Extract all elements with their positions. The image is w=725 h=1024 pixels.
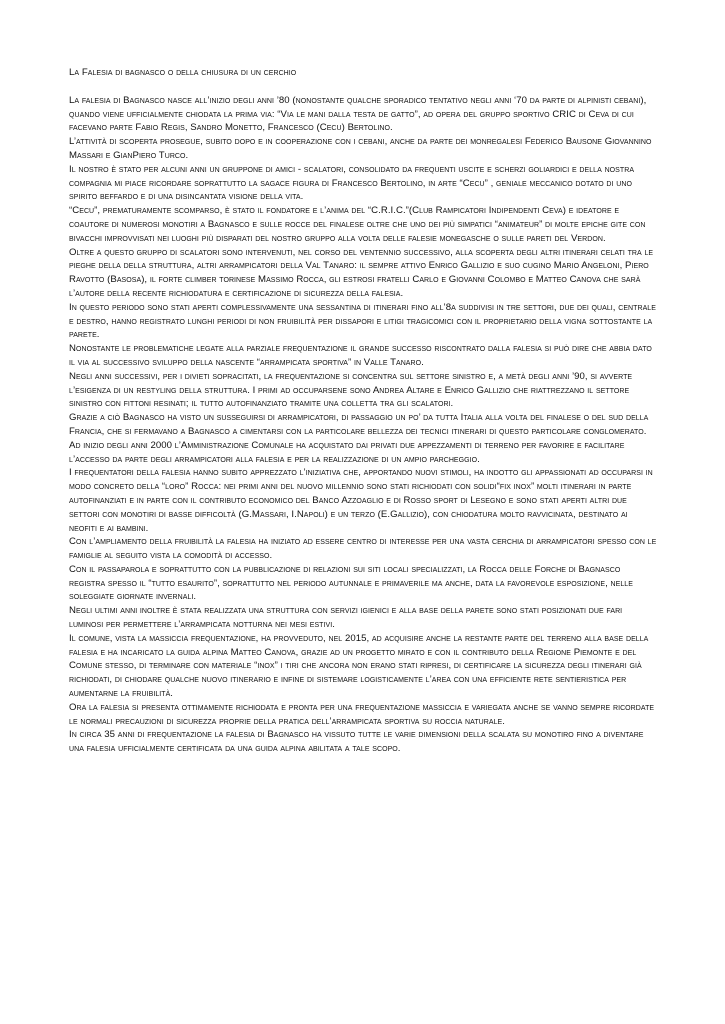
paragraph: Ora la falesia si presenta ottimamente richiodata e pronta per una frequentazione massiccia e variegata anche se vanno sempre ricordate le normali precauzioni di sicurezza proprie della pratica dell’arrampicata sportiva su roccia naturale. — [69, 701, 655, 727]
paragraph: Negli ultimi anni inoltre è stata realizzata una struttura con servizi igienici e alla base della parete sono stati posizionati due fari luminosi per permettere l’arrampicata notturna nei mesi estivi. — [69, 605, 623, 631]
paragraph: Il comune, vista la massiccia frequentazione, ha provveduto, nel 2015, ad acquisire anche la restante parte del terreno alla base della falesia e ha incaricato la guida alpina Matteo Canova, grazie ad un progetto mirato e con il contributo della Regione Piemonte e del Comune stesso, di terminare con materiale “inox” i tiri che ancora non erano stati ripresi, di certificare la sicurezza degli itinerari già richiodati, di chiodare qualche nuovo itinerario e infine di sistemare logisticamente l’area con una efficiente rete sentieristica per aumentarne la fruibilità. — [69, 632, 649, 700]
paragraph: L’attività di scoperta prosegue, subito dopo e in cooperazione con i cebani, anche da parte dei monregalesi Federico Bausone Giovannino Massari e GianPiero Turco. — [69, 136, 652, 161]
paragraph: In questo periodo sono stati aperti complessivamente una sessantina di itinerari fino all’8a suddivisi in tre settori, due dei quali, centrale e destro, hanno registrato lunghi periodi di non fruibilità per dissapori e litigi tragicomici con il proprietario della vigna sottostante la parete. — [69, 301, 656, 341]
paragraph: La falesia di Bagnasco nasce all’inizio degli anni ’80 (nonostante qualche sporadico tentativo negli anni ‘70 da parte di alpinisti cebani), quando viene ufficialmente chiodata la prima via: “Via le mani dalla testa de gatto”, ad opera del gruppo sportivo CRIC di Ceva di cui facevano parte Fabio Regis, Sandro Monetto, Francesco (Cecu) Bertolino. — [69, 94, 647, 134]
paragraph: Oltre a questo gruppo di scalatori sono intervenuti, nel corso del ventennio successivo, alla scoperta degli altri itinerari celati tra le pieghe della della struttura, altri arrampicatori della Val Tanaro: il sempre attivo Enrico Gallizio e suo cugino Mario Angeloni, Piero Ravotto (Basosa), il forte climber torinese Massimo Rocca, gli estrosi fratelli Carlo e Giovanni Colombo e Matteo Canova che sarà l’autore della recente richiodatura e certificazione di sicurezza della falesia. — [69, 246, 654, 299]
paragraph: In circa 35 anni di frequentazione la falesia di Bagnasco ha vissuto tutte le varie dimensioni della scalata su monotiro fino a diventare una falesia ufficialmente certificata da una guida alpina abilitata a tale scopo. — [69, 729, 644, 755]
paragraph: Il nostro è stato per alcuni anni un gruppone di amici - scalatori, consolidato da frequenti uscite e scherzi goliardici e della nostra compagnia mi piace ricordare soprattutto la sagace figura di Francesco Bertolino, in arte “Cecu” , geniale meccanico dotato di uno spirito beffardo e di una disincantata visione della vita. — [69, 163, 635, 203]
document-title: La Falesia di bagnasco o della chiusura di un cerchio — [69, 67, 297, 78]
paragraph: “Cecu”, prematuramente scomparso, è stato il fondatore e l’anima del “C.R.I.C.”(Club Rampicatori Indipendenti Ceva) e ideatore e coautore di numerosi monotiri a Bagnasco e sulle rocce del finalese oltre che uno dei più simpatici “animateur” di molte epiche gite con bivacchi improvvisati nei luoghi più disparati del nostro gruppo alla volta delle falesie monegasche o sulle pareti del Verdon. — [69, 205, 646, 244]
paragraph: Con l’ampliamento della fruibilità la falesia ha iniziato ad essere centro di interesse per una vasta cerchia di arrampicatori spesso con le famiglie al seguito vista la comodità di accesso. — [69, 536, 657, 562]
paragraph: Ad inizio degli anni 2000 l’Amministrazione Comunale ha acquistato dai privati due appezzamenti di terreno per favorire e facilitare l’accesso da parte degli arrampicatori alla falesia e per la realizzazione di un ampio parcheggio. — [69, 439, 625, 465]
paragraph: Con il passaparola e soprattutto con la pubblicazione di relazioni sui siti locali specializzati, la Rocca delle Forche di Bagnasco registra spesso il “tutto esaurito”, soprattutto nel periodo autunnale e primaverile ma anche, data la favorevole esposizione, nelle soleggiate giornate invernali. — [69, 563, 633, 603]
document-page — [69, 66, 657, 756]
paragraph: Grazie a ciò Bagnasco ha visto un susseguirsi di arrampicatori, di passaggio un po’ da tutta Italia alla volta del finalese o del sud della Francia, che si fermavano a Bagnasco a cimentarsi con la particolare bellezza dei tecnici itinerari di questo particolare conglomerato. — [69, 412, 649, 437]
paragraph: Nonostante le problematiche legate alla parziale frequentazione il grande successo riscontrato dalla falesia si può dire che abbia dato il via al successivo sviluppo della nascente “arrampicata sportiva” in Valle Tanaro. — [69, 343, 652, 368]
paragraph: Negli anni successivi, per i divieti sopracitati, la frequentazione si concentra sul settore sinistro e, a metà degli anni ’90, si avverte l’esigenza di un restyling della struttura. I primi ad occuparsene sono Andrea Altare e Enrico Gallizio che riattrezzano il settore sinistro con fittoni resinati; il tutto autofinanziato tramite una colletta tra gli scalatori. — [69, 370, 633, 410]
paragraph: I frequentatori della falesia hanno subito apprezzato l’iniziativa che, apportando nuovi stimoli, ha indotto gli appassionati ad occuparsi in modo concreto della “loro” Rocca: nei primi anni del nuovo millennio sono stati richiodati con solidi“fix inox” molti itinerari in parte autofinanziati e in parte con il contributo economico del Banco Azzoaglio e di Rosso sport di Lesegno e sono stati aperti altri due settori con monotiri di basse difficoltà (G.Massari, I.Napoli) e un terzo (E.Gallizio), con chiodatura molto ravvicinata, destinato ai neofiti e ai bambini. — [69, 467, 653, 534]
